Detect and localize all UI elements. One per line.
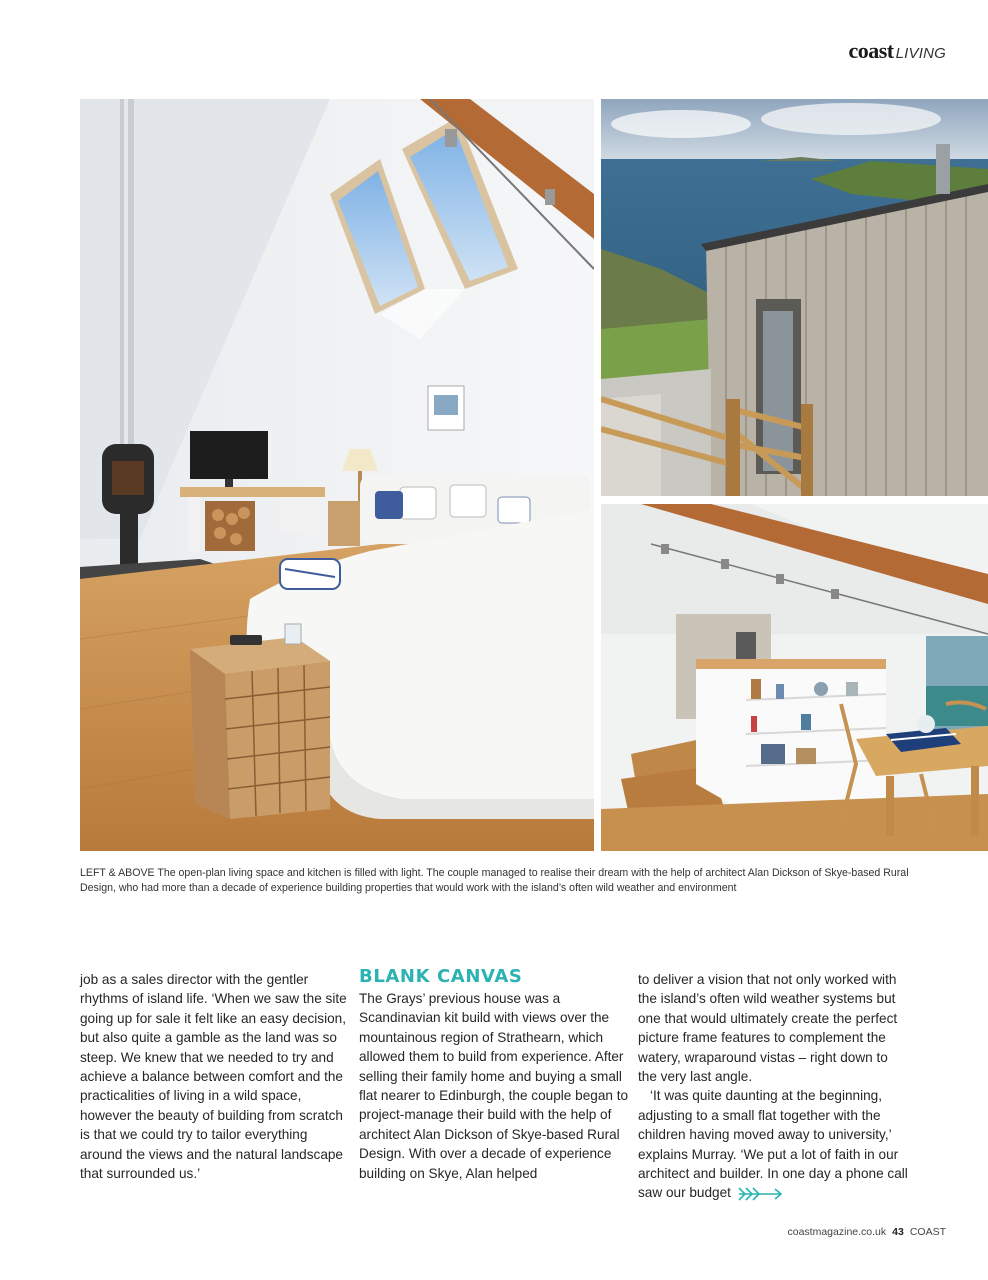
article-column-2 bbox=[359, 966, 629, 1183]
masthead-brand: coast bbox=[848, 38, 894, 63]
caption-text: The open-plan living space and kitchen is filled with light. The couple managed to realise their dream with the help of architect Alan Dickson of Skye-based Rural Design, who had more than a decade of experience building properties that would work with the island’s often wild weather and environment bbox=[80, 867, 909, 894]
article-column-3 bbox=[638, 970, 908, 1203]
column-3-paragraph-2-text: ‘It was quite daunting at the beginning, adjusting to a small flat together with the children having moved away to university,’ explains Murray. ‘We put a lot of faith in our architect and builder. In one day a phone call saw our budget bbox=[638, 1088, 908, 1201]
photo-living-room bbox=[80, 99, 594, 851]
page-footer bbox=[788, 1226, 947, 1238]
exterior-illustration bbox=[601, 99, 988, 496]
column-3-paragraph-2 bbox=[638, 1086, 908, 1202]
subheading: BLANK CANVAS bbox=[359, 966, 523, 987]
caption-lead: LEFT & ABOVE bbox=[80, 867, 155, 879]
page-number: 43 bbox=[892, 1226, 904, 1238]
photo-exterior bbox=[601, 99, 988, 496]
footer-website: coastmagazine.co.uk bbox=[787, 1226, 887, 1238]
photo-caption bbox=[80, 866, 910, 895]
television bbox=[190, 431, 268, 479]
column-2-text: The Grays’ previous house was a Scandinavian kit build with views over the mountainous region of Strathearn, which allowed them to build from experience. After selling their family home and buying a small flat nearer to Edinburgh, the couple began to project-manage their build with the help of architect Alan Dickson of Skye-based Rural Design. With over a decade of experience building on Skye, Alan helped bbox=[359, 991, 629, 1181]
masthead bbox=[848, 38, 946, 64]
masthead-section: LIVING bbox=[895, 45, 946, 62]
column-3-paragraph-1: to deliver a vision that not only worked with the island’s often wild weather systems but one that would ultimately create the perfect picture frame features to complement the watery, wraparound vistas – right down to the very last angle. bbox=[638, 972, 898, 1085]
living-room-illustration bbox=[80, 99, 594, 851]
column-1-text: job as a sales director with the gentler rhythms of island life. ‘When we saw the site going up for sale it felt like an easy decision, but also quite a gamble as the land was so steep. We knew that we needed to try and achieve a balance between comfort and the practicalities of living in a wild space, however the beauty of building from scratch is that we could try to tailor everything around the views and the natural landscape that surrounded us.’ bbox=[80, 972, 347, 1182]
continue-arrow-icon bbox=[737, 1187, 783, 1201]
footer-publication: COAST bbox=[909, 1226, 946, 1238]
lattice-storage-box bbox=[190, 624, 330, 819]
article-column-1 bbox=[80, 970, 350, 1183]
photo-kitchen bbox=[601, 504, 988, 851]
kitchen-illustration bbox=[601, 504, 988, 851]
